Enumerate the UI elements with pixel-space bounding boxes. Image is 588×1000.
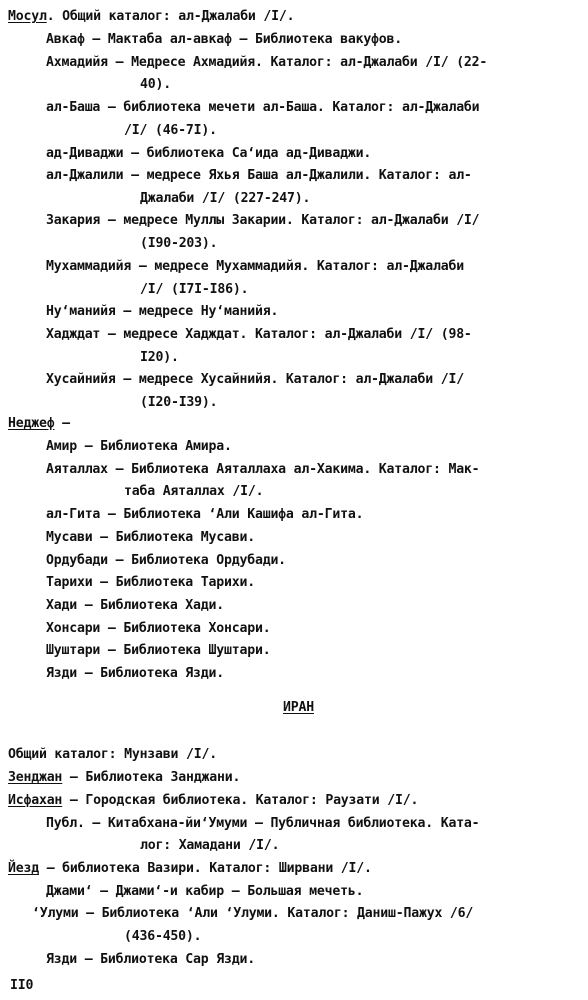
entry-line: Ордубади – Библиотека Ордубади. — [46, 553, 286, 568]
entry-line-cont: (436-450). — [124, 929, 202, 944]
entry-line: Язди – Библиотека Сар Язди. — [46, 952, 255, 967]
entry-line: ад-Диваджи – библиотека Са‘ида ад-Диваджи. — [46, 146, 372, 161]
entry-line: Амир – Библиотека Амира. — [46, 439, 232, 454]
place-zanjan: Зенджан — [8, 770, 63, 785]
entry-line: Мусави – Библиотека Мусави. — [46, 530, 255, 545]
entry-line-cont: I20). — [140, 350, 179, 365]
entry-line: Ахмадийя – Медресе Ахмадийя. Каталог: ал-Джалаби /I/ (22- — [46, 55, 488, 70]
mosul-general-catalog: . Общий каталог: ал-Джалаби /I/. — [46, 9, 295, 24]
entry-line: Ну‘манийя – медресе Ну‘манийя. — [46, 304, 279, 319]
place-isfahan: Исфахан — [8, 793, 63, 808]
entry-line-cont: (I20-I39). — [140, 395, 218, 410]
entry-line-cont: Джалаби /I/ (227-247). — [140, 191, 311, 206]
entry-line-cont: /I/ (46-7I). — [124, 123, 217, 138]
entry-line: ‘Улуми – Библиотека ‘Али ‘Улуми. Каталог: Даниш-Пажух /6/ — [32, 906, 474, 921]
entry-line: Авкаф – Мактаба ал-авкаф – Библиотека вакуфов. — [46, 32, 403, 47]
entry-line-cont: /I/ (I7I-I86). — [140, 282, 249, 297]
entry-line: Язди – Библиотека Язди. — [46, 666, 225, 681]
entry-line: Хади – Библиотека Хади. — [46, 598, 225, 613]
entry-line-cont: лог: Хамадани /I/. — [140, 838, 280, 853]
entry-line: Мухаммадийя – медресе Мухаммадийя. Каталог: ал-Джалаби — [46, 259, 464, 274]
entry-line: ал-Баша – библиотека мечети ал-Баша. Каталог: ал-Джалаби — [46, 100, 480, 115]
page-number: II0 — [10, 978, 34, 993]
section-heading-iran: ИРАН — [283, 700, 314, 715]
entry-line: Закария – медресе Муллы Закарии. Каталог: ал-Джалаби /I/ — [46, 213, 480, 228]
entry-line: Хонсари – Библиотека Хонсари. — [46, 621, 271, 636]
heading-isfahan: Исфахан – Городская библиотека. Каталог: Раузати /I/. — [8, 793, 419, 808]
place-yazd: Йезд — [8, 861, 39, 876]
entry-line: ал-Гита – Библиотека ‘Али Кашифа ал-Гита. — [46, 507, 364, 522]
entry-line: Шуштари – Библиотека Шуштари. — [46, 643, 271, 658]
entry-line: Тарихи – Библиотека Тарихи. — [46, 575, 255, 590]
iran-general-catalog: Общий каталог: Мунзави /I/. — [8, 747, 217, 762]
heading-zanjan: Зенджан – Библиотека Занджани. — [8, 770, 241, 785]
entry-line: ал-Джалили – медресе Яхья Баша ал-Джалили. Каталог: ал- — [46, 168, 472, 183]
entry-line: Хадждат – медресе Хадждат. Каталог: ал-Джалаби /I/ (98- — [46, 327, 472, 342]
entry-line: Хусайнийя – медресе Хусайнийя. Каталог: ал-Джалаби /I/ — [46, 372, 464, 387]
heading-najaf: Неджеф – — [8, 416, 70, 431]
place-mosul: Мосул — [8, 9, 47, 24]
heading-mosul — [8, 9, 294, 25]
heading-yazd: Йезд – библиотека Вазири. Каталог: Ширвани /I/. — [8, 861, 372, 876]
entry-line: Аяталлах – Библиотека Аяталлаха ал-Хакима. Каталог: Мак- — [46, 462, 480, 477]
entry-line: Джами‘ – Джами‘-и кабир – Большая мечеть. — [46, 884, 364, 899]
place-najaf: Неджеф — [8, 416, 55, 431]
entry-line-cont: (I90-203). — [140, 236, 218, 251]
entry-line-cont: 40). — [140, 77, 171, 92]
entry-line: Публ. – Китабхана-йи‘Умуми – Публичная библиотека. Ката- — [46, 816, 480, 831]
entry-line-cont: таба Аяталлах /I/. — [124, 484, 264, 499]
